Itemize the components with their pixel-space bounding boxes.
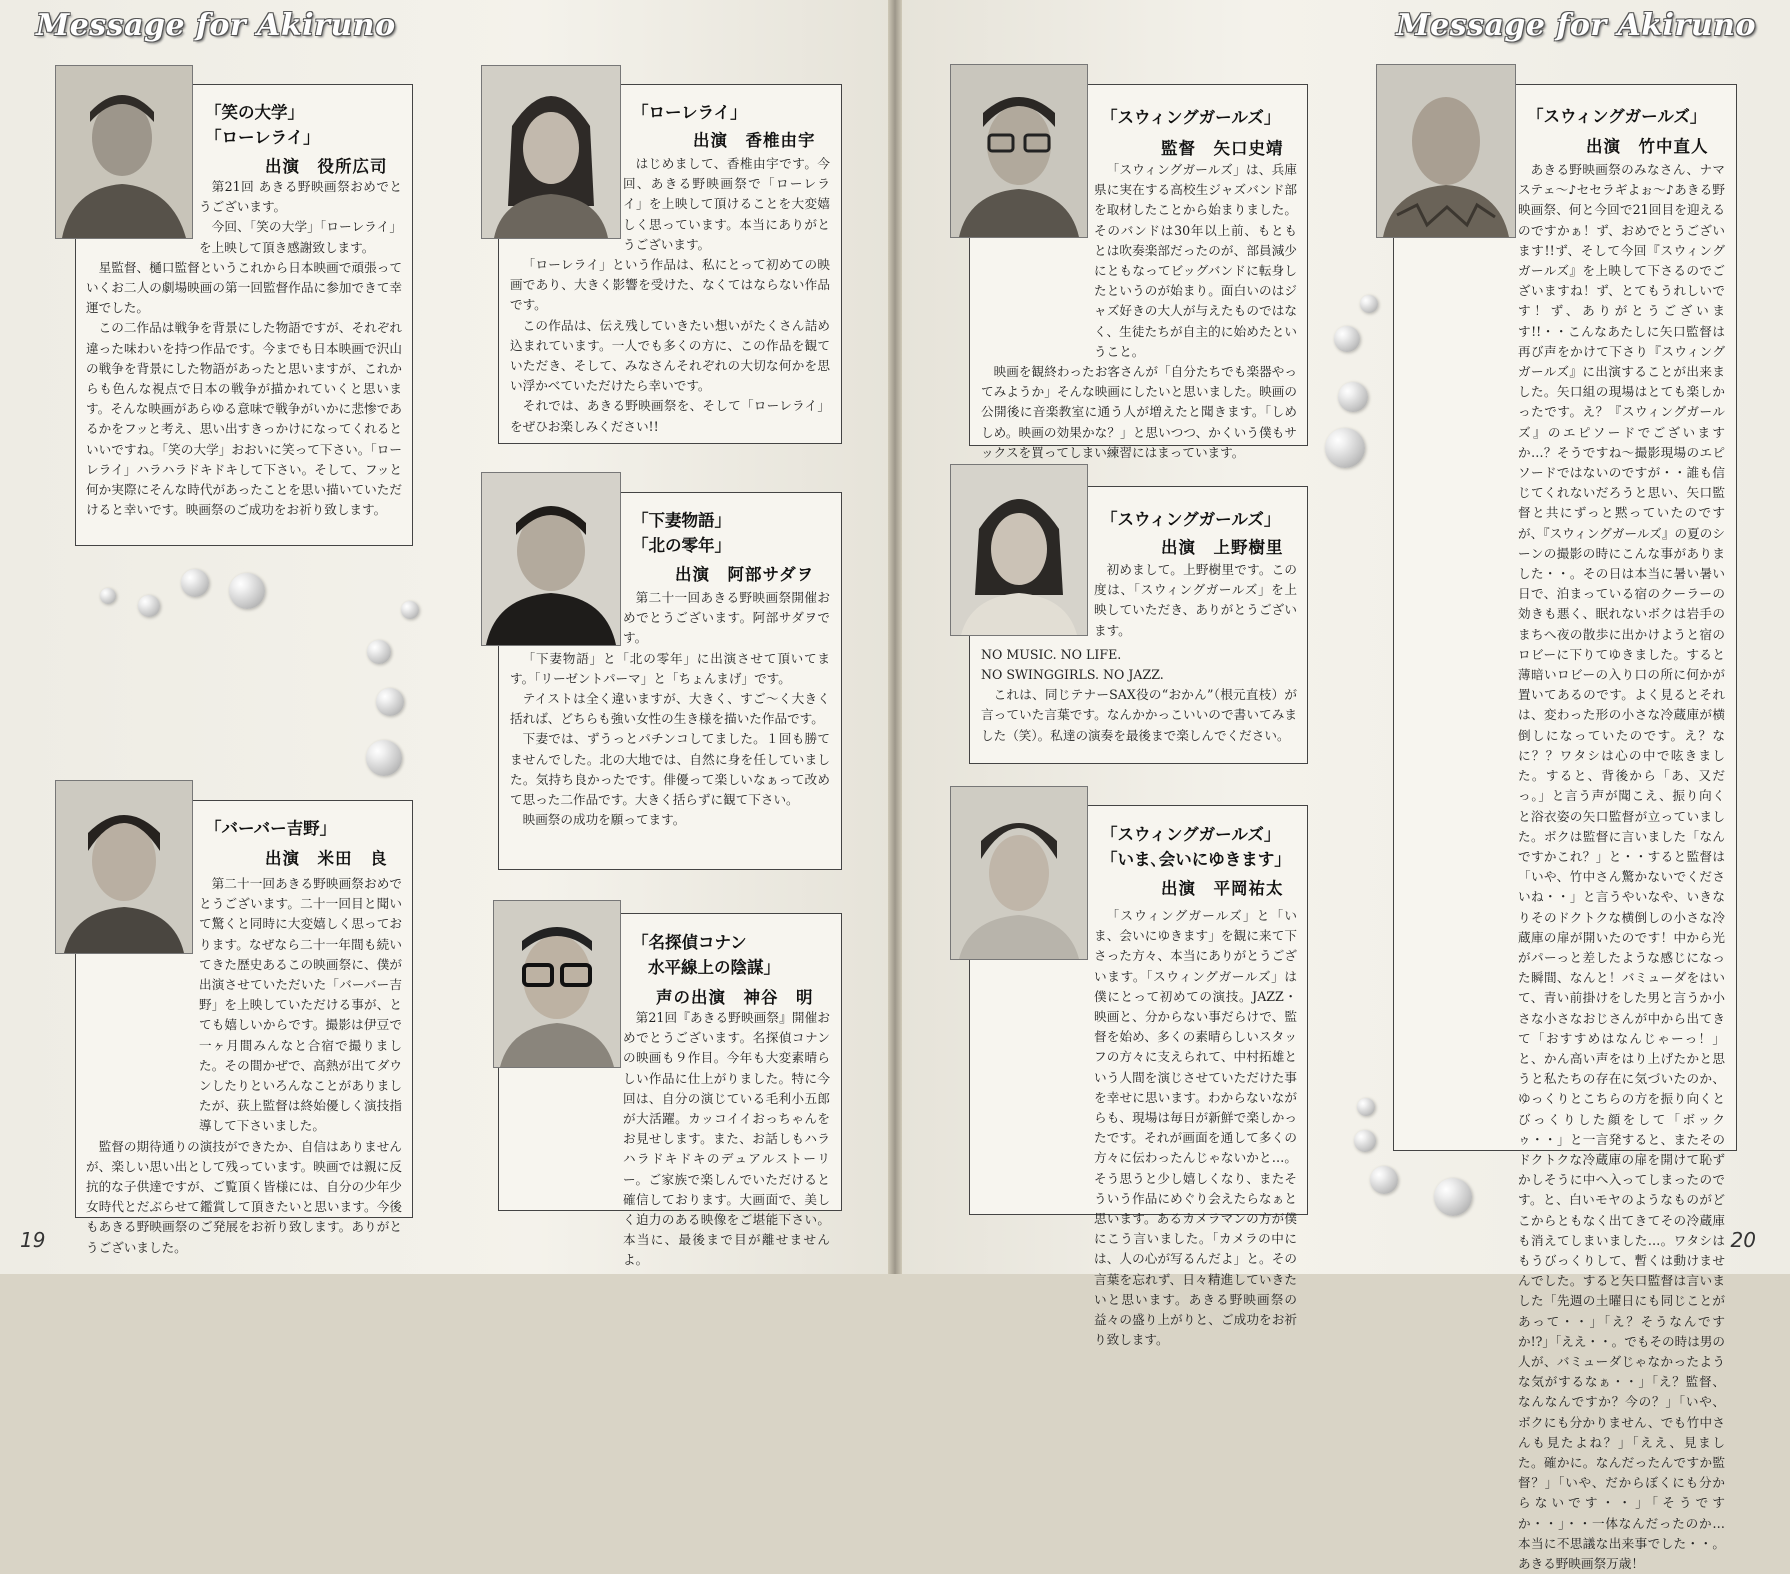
role-name-kamiya: 声の出演 神谷 明 — [656, 988, 814, 1007]
message-text-yoneda — [86, 874, 402, 1258]
message-text-ueno — [981, 560, 1297, 746]
paragraph: テイストは全く違いますが、大きく、すご～く大きく括れば、どちらも強い女性の生き様を描いた作品です。 — [510, 691, 830, 727]
role-name-takenaka: 出演 竹中直人 — [1586, 137, 1709, 156]
decorative-bubble — [1357, 1098, 1375, 1116]
film-title: 「下妻物語」 — [632, 511, 731, 530]
role-name-hiraoka: 出演 平岡祐太 — [1161, 879, 1284, 898]
film-title: 「名探偵コナン — [632, 933, 747, 952]
film-title: 「笑の大学」 — [205, 103, 304, 122]
decorative-bubble — [1334, 326, 1360, 352]
paragraph: あきる野映画祭のみなさん、ナマステェ～♪セセラギよぉ～♪あきる野映画祭、何と今回で21回目を迎えるのですかぁ！ず、おめでとうございます!!ず、そして今回『スウィングガールズ』を上映して下さるのでございますね！ず、とてもうれしいです！ず、ありがとうございます!!・・こんなあたしに矢口監督は再び声をかけて下さり『スウィングガールズ』に出演することが出来ました。矢口組の現場はとても楽しかったです。え？『スウィングガールズ』のエピソードでございますか…？そうですね～撮影現場のエピソードではないのですが・・誰も信じてくれないだろうと思い、矢口監督と共にずっと黙っていたのですが、『スウィングガールズ』の夏のシーンの撮影の時にこんな事がありました・・。その日は本当に暑い暑い日で、泊まっている宿のクーラーの効きも悪く、眠れないボクは岩手のまちへ夜の散歩に出かけようと宿のロビーに下りてゆきました。すると薄暗いロビーの入り口の所に何かが置いてあるのです。よく見るとそれは、変わった形の小さな冷蔵庫が横倒しになっていたのです。え？なに？？ワタシは心の中で呟きました。すると、背後から「あ、又だっ。」と言う声が聞こえ、振り向くと浴衣姿の矢口監督が立っていました。ボクは監督に言いました「なんですかこれ？」と・・すると監督は「いや、竹中さん驚かないでくださいね・・」と言うやいなや、いきなりそのドクトクな横倒しの小さな冷蔵庫の扉が開いたのです！中から光がパーっと差したような感じになった瞬間、なんと！バミューダをはいて、青い前掛けをした男と言うか小さな小さなおじさんが中から出てきて「おすすめはなんじゃーっ！」と、かん高い声をはり上げたかと思うと私たちの存在に気づいたのか、ゆっくりとこちらの方を振り向くとびっくりした顔をして「ボックゥ・・」と一言発すると、またそのドクトクな冷蔵庫の扉を開けて恥ずかしそうに中へ入ってしまったのです。と、白いモヤのようなものがどこからともなく出てきてその冷蔵庫も消えてしまいました…。ワタシはもうびっくりして、暫くは動けませんでした。すると矢口監督は言いました「先週の土曜日にも同じことがあって・・」「え？そうなんですか!?」「ええ・・。でもその時は男の人が、バミューダじゃなかったような気がするなぁ・・」「え？監督、なんなんですか？今の？」「いや、ボクにも分かりません、でも竹中さんも見たよね？」「ええ、見ました。確かに。なんだったんですか監督？」「いや、だからぼくにも分からないです・・」「そうですか・・」・・一体なんだったのか…本当に不思議な出来事でした・・。あきる野映画祭万歳！ — [1518, 162, 1726, 1572]
film-titles-kashii — [632, 100, 747, 125]
left-page-header: Message for Akiruno — [36, 8, 396, 43]
film-titles-kamiya — [632, 930, 780, 980]
decorative-bubble — [1370, 1166, 1398, 1194]
paragraph: この二作品は戦争を背景にした物語ですが、それぞれ違った味わいを持つ作品です。今までも日本映画で沢山の戦争を背景にした物語があったと思いますが、これからも色んな視点で日本の戦争が描かれていくと思います。そんな映画があらゆる意味で戦争がいかに悲惨であるかをフッと考え、思い出すきっかけになってくれるといいですね。「笑の大学」おおいに笑って下さい。「ローレライ」ハラハラドキドキして下さい。そして、フッと何か実際にそんな時代があったことを思い描いていただけると幸いです。映画祭のご成功をお祈り致します。 — [86, 320, 403, 518]
film-titles-takenaka — [1527, 104, 1706, 129]
role-name-yakusho: 出演 役所広司 — [265, 157, 388, 176]
message-text-hiraoka — [981, 906, 1297, 1350]
paragraph: 「ローレライ」という作品は、私にとって初めての映画であり、大きく影響を受けた、なくてはならない作品です。 — [510, 257, 830, 313]
paragraph: 第二十一回あきる野映画祭開催おめでとうございます。阿部サダヲです。 — [623, 590, 830, 646]
decorative-bubble — [367, 640, 391, 664]
paragraph: 「スウィングガールズ」と「いま、会いにゆきます」を観に来て下さった方々、本当にありがとうございます。「スウィングガールズ」は僕にとって初めての演技。JAZZ・映画と、分からない事だらけで、監督を始め、多くの素晴らしいスタッフの方々に支えられて、中村拓雄という人間を演じさせていただけた事を幸せに思います。わからないながらも、現場は毎日が新鮮で楽しかったです。それが画面を通して多くの方々に伝わったんじゃないかと…。そう思うと少し嬉しくなり、またそういう作品にめぐり会えたらなぁと思います。あるカメラマンの方が僕にこう言いました。「カメラの中には、人の心が写るんだよ」と。その言葉を忘れず、日々精進していきたいと思います。あきる野映画祭の益々の盛り上がりと、ご成功をお祈り致します。 — [1094, 908, 1297, 1348]
paragraph: 映画祭の成功を願ってます。 — [522, 812, 686, 828]
paragraph: 星監督、樋口監督というこれから日本映画で頑張っていくお二人の劇場映画の第一回監督作品に参加できて幸運でした。 — [86, 259, 402, 316]
message-text-yaguchi — [981, 160, 1297, 463]
film-titles-ueno — [1101, 507, 1280, 532]
role-name-ueno: 出演 上野樹里 — [1161, 538, 1284, 557]
film-titles-yaguchi — [1101, 105, 1280, 130]
decorative-bubble — [181, 569, 209, 597]
role-name-yoneda: 出演 米田 良 — [265, 849, 388, 868]
message-text-abe — [510, 588, 830, 830]
decorative-bubble — [366, 740, 402, 776]
role-name-abe: 出演 阿部サダヲ — [675, 565, 815, 584]
message-text-yakusho — [86, 177, 402, 520]
message-text-kamiya — [510, 1008, 830, 1271]
film-title: 「いま､会いにゆきます」 — [1101, 850, 1291, 869]
slogan-line: NO MUSIC. NO LIFE. — [981, 646, 1122, 662]
film-title: 水平線上の陰謀」 — [648, 958, 780, 977]
paragraph: 「スウィングガールズ」は、兵庫県に実在する高校生ジャズバンド部を取材したことから始まりました。そのバンドは30年以上前、もともとは吹奏楽部だったのが、部員減少にともなってビッグバンドに転身したというのが始まり。面白いのはジャズ好きの大人が与えたものではなく、生徒たちが自主的に始めたということ。 — [1094, 162, 1297, 359]
decorative-bubble — [1354, 1130, 1376, 1152]
book-spine — [888, 0, 902, 1274]
decorative-bubble — [100, 588, 116, 604]
film-title: 「ローレライ」 — [632, 103, 747, 122]
film-title: 「ローレライ」 — [205, 128, 320, 147]
paragraph: 下妻では、ずうっとパチンコしてました。１回も勝てませんでした。北の大地では、自然に身を任していました。気持ち良かったです。俳優って楽しいなぁって改めて思った二作品です。大きく括らずに観て下さい。 — [510, 731, 830, 808]
film-titles-abe — [632, 508, 731, 558]
paragraph: 今回、「笑の大学」「ローレライ」を上映して頂き感謝致します。 — [199, 219, 402, 255]
paragraph: 第21回 あきる野映画祭おめでとうございます。 — [199, 179, 402, 215]
decorative-bubble — [229, 573, 265, 609]
paragraph: それでは、あきる野映画祭を、そして「ローレライ」をぜひお楽しみください!! — [510, 398, 830, 434]
slogan-line: NO SWINGGIRLS. NO JAZZ. — [981, 667, 1164, 683]
role-name-kashii: 出演 香椎由宇 — [693, 131, 816, 150]
film-title: 「スウィングガールズ」 — [1527, 107, 1707, 126]
paragraph: 監督の期待通りの演技ができたか、自信はありませんが、楽しい思い出として残っています。映画では親に反抗的な子供達ですが、ご覧頂く皆様には、自分の少年少女時代とだぶらせて鑑賞して頂きたいと思います。今後もあきる野映画祭のご発展をお祈り致します。ありがとうございました。 — [86, 1138, 402, 1255]
film-title: 「スウィングガールズ」 — [1101, 825, 1281, 844]
message-text-takenaka — [1405, 160, 1725, 1574]
decorative-bubble — [1325, 428, 1365, 468]
film-titles-yoneda — [205, 816, 336, 841]
film-title: 「スウィングガールズ」 — [1101, 510, 1281, 529]
film-title: 「北の零年」 — [632, 536, 731, 555]
film-titles-hiraoka — [1101, 822, 1291, 872]
decorative-bubble — [138, 595, 160, 617]
paragraph: 第二十一回あきる野映画祭おめでとうございます。二十一回目と聞いて驚くと同時に大変嬉しく思っております。なぜなら二十一年間も続いてきた歴史あるこの映画祭に、僕が出演させていただいた「バーバー吉野」を上映していただける事が、とても嬉しいからです。撮影は伊豆で一ヶ月間みんなと合宿で撮りました。その間かぜで、高熱が出てダウンしたりといろんなことがありましたが、荻上監督は終始優しく演技指導して下さいました。 — [199, 876, 402, 1134]
paragraph: 映画を観終わったお客さんが「自分たちでも楽器やってみようか」そんな映画にしたいと思いました。映画の公開後に音楽教室に通う人が増えたと聞きます。「しめしめ。映画の効果かな？」と思いつつ、かくいう僕もサックスを買ってしまい練習にはまっています。 — [981, 364, 1297, 460]
paragraph: これは、同じテナーSAX役の“おかん”（根元直枝）が言っていた言葉です。なんかかっこいいので書いてみました（笑）。私達の演奏を最後まで楽しんでください。 — [981, 687, 1297, 743]
english-slogan — [981, 645, 1297, 685]
paragraph: 初めまして。上野樹里です。この度は、「スウィングガールズ」を上映していただき、ありがとうございます。 — [1094, 562, 1297, 638]
decorative-bubble — [1338, 382, 1368, 412]
film-title: 「スウィングガールズ」 — [1101, 108, 1281, 127]
right-page-header: Message for Akiruno — [1396, 8, 1756, 43]
right-page-number: 20 — [1730, 1228, 1756, 1252]
left-page-number: 19 — [20, 1228, 46, 1252]
film-title: 「バーバー吉野」 — [205, 819, 337, 838]
decorative-bubble — [376, 688, 404, 716]
paragraph: この作品は、伝え残していきたい想いがたくさん詰め込まれています。一人でも多くの方に、この作品を観ていただき、そして、みなさんそれぞれの大切な何かを思い浮かべていただけたら幸いです。 — [510, 317, 830, 394]
decorative-bubble — [401, 601, 419, 619]
paragraph: 「下妻物語」と「北の零年」に出演させて頂いてます。「リーゼントパーマ」と「ちょんまげ」です。 — [510, 650, 830, 686]
message-text-kashii — [510, 154, 830, 437]
decorative-bubble — [1360, 295, 1378, 313]
film-titles-yakusho — [205, 100, 320, 150]
paragraph: はじめまして、香椎由宇です。今回、あきる野映画祭で「ローレライ」を上映して頂けることを大変嬉しく思っています。本当にありがとうございます。 — [623, 156, 830, 252]
role-name-yaguchi: 監督 矢口史靖 — [1161, 139, 1284, 158]
paragraph: 第21回『あきる野映画祭』開催おめでとうございます。名探偵コナンの映画も９作目。今年も大変素晴らしい作品に仕上がりました。特に今回は、自分の演じている毛利小五郎が大活躍。カッコイイおっちゃんをお見せします。また、お話しもハラハラドキドキのデュアルストーリー。ご家族で楽しんでいただけると確信しております。大画面で、美しく迫力のある映像をご堪能下さい。本当に、最後まで目が離せませんよ。 — [623, 1010, 830, 1268]
